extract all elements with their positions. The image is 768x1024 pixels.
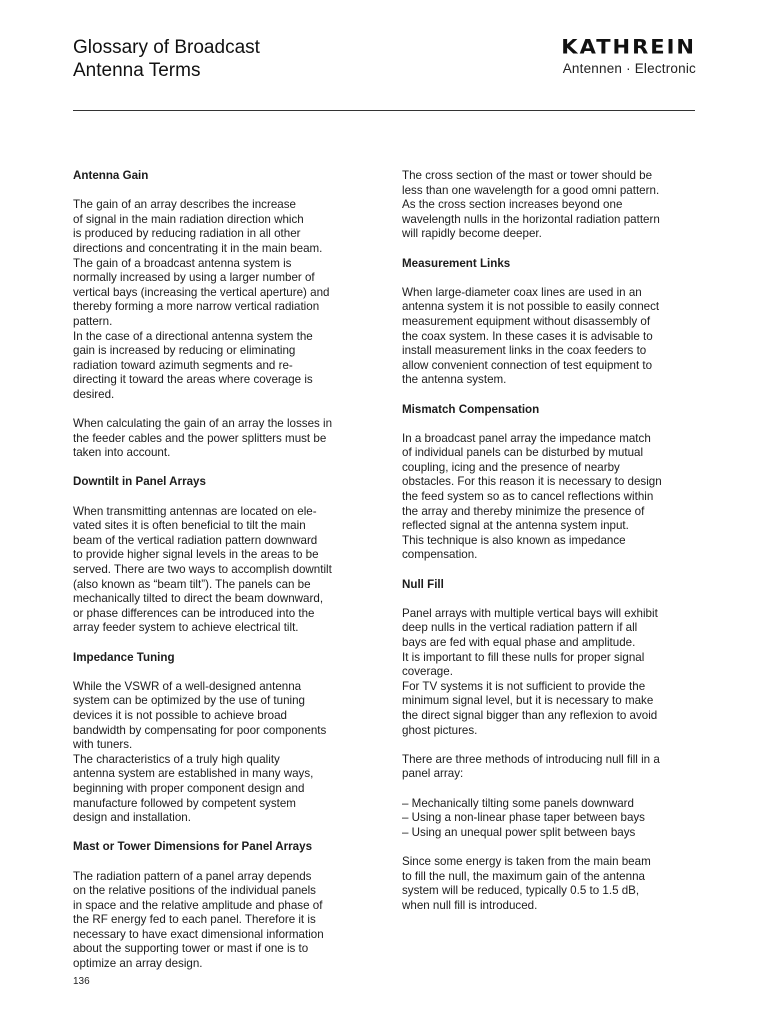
text-line: served. There are two ways to accomplish downtilt [73, 563, 332, 577]
brand-block [561, 36, 696, 77]
brand-logo: KATHREIN [561, 35, 696, 59]
text-line: coverage. [402, 665, 453, 679]
text-line: normally increased by using a larger number of [73, 271, 315, 285]
text-line: antenna system are established in many ways, [73, 767, 314, 781]
text-line: There are three methods of introducing null fill in a [402, 752, 660, 766]
text-line: directions and concentrating it in the main beam. [73, 241, 323, 255]
text-line: vated sites it is often beneficial to tilt the main [73, 519, 306, 533]
text-line: ghost pictures. [402, 723, 478, 737]
text-line: gain is increased by reducing or eliminating [73, 344, 296, 358]
text-line: manufacture followed by competent system [73, 796, 296, 810]
text-line: system can be optimized by the use of tuning [73, 694, 306, 708]
brand-tagline: Antennen · Electronic [562, 61, 696, 76]
paragraph [73, 417, 368, 461]
text-line: coupling, icing and the presence of nearby [402, 460, 620, 474]
text-line: (also known as “beam tilt”). The panels can be [73, 577, 311, 591]
text-line: This technique is also known as impedance [402, 533, 626, 547]
section-heading-mismatch-compensation: Mismatch Compensation [402, 402, 540, 416]
section-heading-null-fill: Null Fill [402, 577, 444, 591]
text-line: For TV systems it is not sufficient to provide the [402, 679, 646, 693]
text-line: While the VSWR of a well-designed antenna [73, 679, 302, 693]
text-line: the antenna system. [402, 373, 507, 387]
text-line: wavelength nulls in the horizontal radiation pattern [402, 212, 660, 226]
text-line: As the cross section increases beyond one [402, 198, 623, 212]
text-line: When large-diameter coax lines are used in an [402, 285, 642, 299]
text-line: In a broadcast panel array the impedance match [402, 431, 651, 445]
section-heading-measurement-links: Measurement Links [402, 256, 511, 270]
text-line: – Using an unequal power split between bays [402, 825, 636, 839]
text-line: reflected signal at the antenna system input. [402, 519, 629, 533]
page-title [73, 36, 260, 82]
text-line: the direct signal bigger than any reflexion to avoid [402, 708, 658, 722]
text-line: measurement equipment without disassembly of [402, 314, 651, 328]
section-heading-mast-dimensions: Mast or Tower Dimensions for Panel Arrays [73, 840, 313, 854]
section-heading-downtilt: Downtilt in Panel Arrays [73, 475, 206, 489]
text-line: panel array: [402, 767, 464, 781]
text-line: Since some energy is taken from the main beam [402, 854, 651, 868]
text-line: radiation toward azimuth segments and re- [73, 358, 293, 372]
text-line: taken into account. [73, 446, 171, 460]
text-line: to provide higher signal levels in the areas to be [73, 548, 319, 562]
paragraph [73, 198, 368, 402]
text-line: the feeder cables and the power splitters must be [73, 431, 327, 445]
title-line-1: Glossary of Broadcast [73, 37, 260, 58]
page-number: 136 [73, 976, 90, 987]
text-line: necessary to have exact dimensional information [73, 927, 324, 941]
text-line: Panel arrays with multiple vertical bays will exhibit [402, 606, 658, 620]
text-line: bandwidth by compensating for poor components [73, 723, 327, 737]
text-line: is produced by reducing radiation in all other [73, 227, 301, 241]
text-line: with tuners. [73, 738, 133, 752]
text-line: on the relative positions of the individual panels [73, 884, 316, 898]
right-column [402, 169, 697, 928]
paragraph [402, 753, 697, 782]
text-line: minimum signal level, but it is necessary to make [402, 694, 654, 708]
bullet-list [402, 797, 697, 841]
text-line: The characteristics of a truly high quality [73, 752, 280, 766]
text-line: optimize an array design. [73, 957, 203, 971]
text-line: devices it is not possible to achieve broad [73, 708, 287, 722]
text-line: thereby forming a more narrow vertical radiation [73, 300, 320, 314]
text-line: desired. [73, 387, 115, 401]
text-line: When transmitting antennas are located on ele- [73, 504, 317, 518]
text-line: will rapidly become deeper. [402, 227, 542, 241]
header-divider [73, 110, 695, 111]
paragraph [402, 169, 697, 242]
text-line: beam of the vertical radiation pattern downward [73, 533, 318, 547]
text-line: antenna system it is not possible to easily connect [402, 300, 660, 314]
paragraph [402, 855, 697, 913]
text-line: the coax system. In these cases it is advisable to [402, 329, 653, 343]
text-line: directing it toward the areas where coverage is [73, 373, 313, 387]
text-line: install measurement links in the coax feeders to [402, 344, 647, 358]
paragraph [73, 680, 368, 826]
paragraph [402, 286, 697, 388]
text-line: less than one wavelength for a good omni pattern. [402, 183, 660, 197]
text-line: The cross section of the mast or tower should be [402, 169, 653, 182]
text-line: bays are fed with equal phase and amplitude. [402, 636, 636, 649]
paragraph [402, 607, 697, 738]
text-line: beginning with proper component design and [73, 781, 305, 795]
text-line: or phase differences can be introduced into the [73, 606, 315, 620]
text-line: system will be reduced, typically 0.5 to 1.5 dB, [402, 884, 640, 898]
section-heading-impedance-tuning: Impedance Tuning [73, 650, 175, 664]
text-line: The radiation pattern of a panel array depends [73, 869, 312, 883]
text-line: allow convenient connection of test equipment to [402, 358, 653, 372]
text-line: the array and thereby minimize the presence of [402, 504, 645, 518]
text-line: array feeder system to achieve electrical tilt. [73, 621, 299, 635]
paragraph [73, 505, 368, 636]
text-line: When calculating the gain of an array the losses in [73, 417, 333, 431]
text-line: – Mechanically tilting some panels downward [402, 796, 634, 810]
text-line: In the case of a directional antenna system the [73, 329, 313, 343]
text-line: The gain of an array describes the increase [73, 198, 296, 212]
text-line: design and installation. [73, 811, 191, 825]
left-column [73, 169, 368, 972]
text-line: deep nulls in the vertical radiation pattern if all [402, 621, 638, 635]
section-heading-antenna-gain: Antenna Gain [73, 169, 149, 182]
text-line: of signal in the main radiation direction which [73, 212, 304, 226]
text-line: of individual panels can be disturbed by mutual [402, 446, 644, 460]
text-line: about the supporting tower or mast if one is to [73, 942, 309, 956]
text-line: to fill the null, the maximum gain of the antenna [402, 869, 645, 883]
paragraph [402, 432, 697, 563]
text-line: The gain of a broadcast antenna system is [73, 256, 292, 270]
text-line: – Using a non-linear phase taper between bays [402, 811, 645, 825]
text-line: in space and the relative amplitude and phase of [73, 898, 323, 912]
text-line: mechanically tilted to direct the beam downward, [73, 592, 324, 606]
text-line: the feed system so as to cancel reflections within [402, 490, 654, 504]
title-line-2: Antenna Terms [73, 60, 201, 81]
text-line: It is important to fill these nulls for proper signal [402, 650, 645, 664]
text-line: compensation. [402, 548, 478, 562]
text-line: vertical bays (increasing the vertical aperture) and [73, 285, 330, 299]
text-line: obstacles. For this reason it is necessary to design [402, 475, 662, 489]
text-line: pattern. [73, 314, 113, 328]
text-line: when null fill is introduced. [402, 898, 538, 912]
text-line: the RF energy fed to each panel. Therefore it is [73, 913, 316, 927]
paragraph [73, 870, 368, 972]
